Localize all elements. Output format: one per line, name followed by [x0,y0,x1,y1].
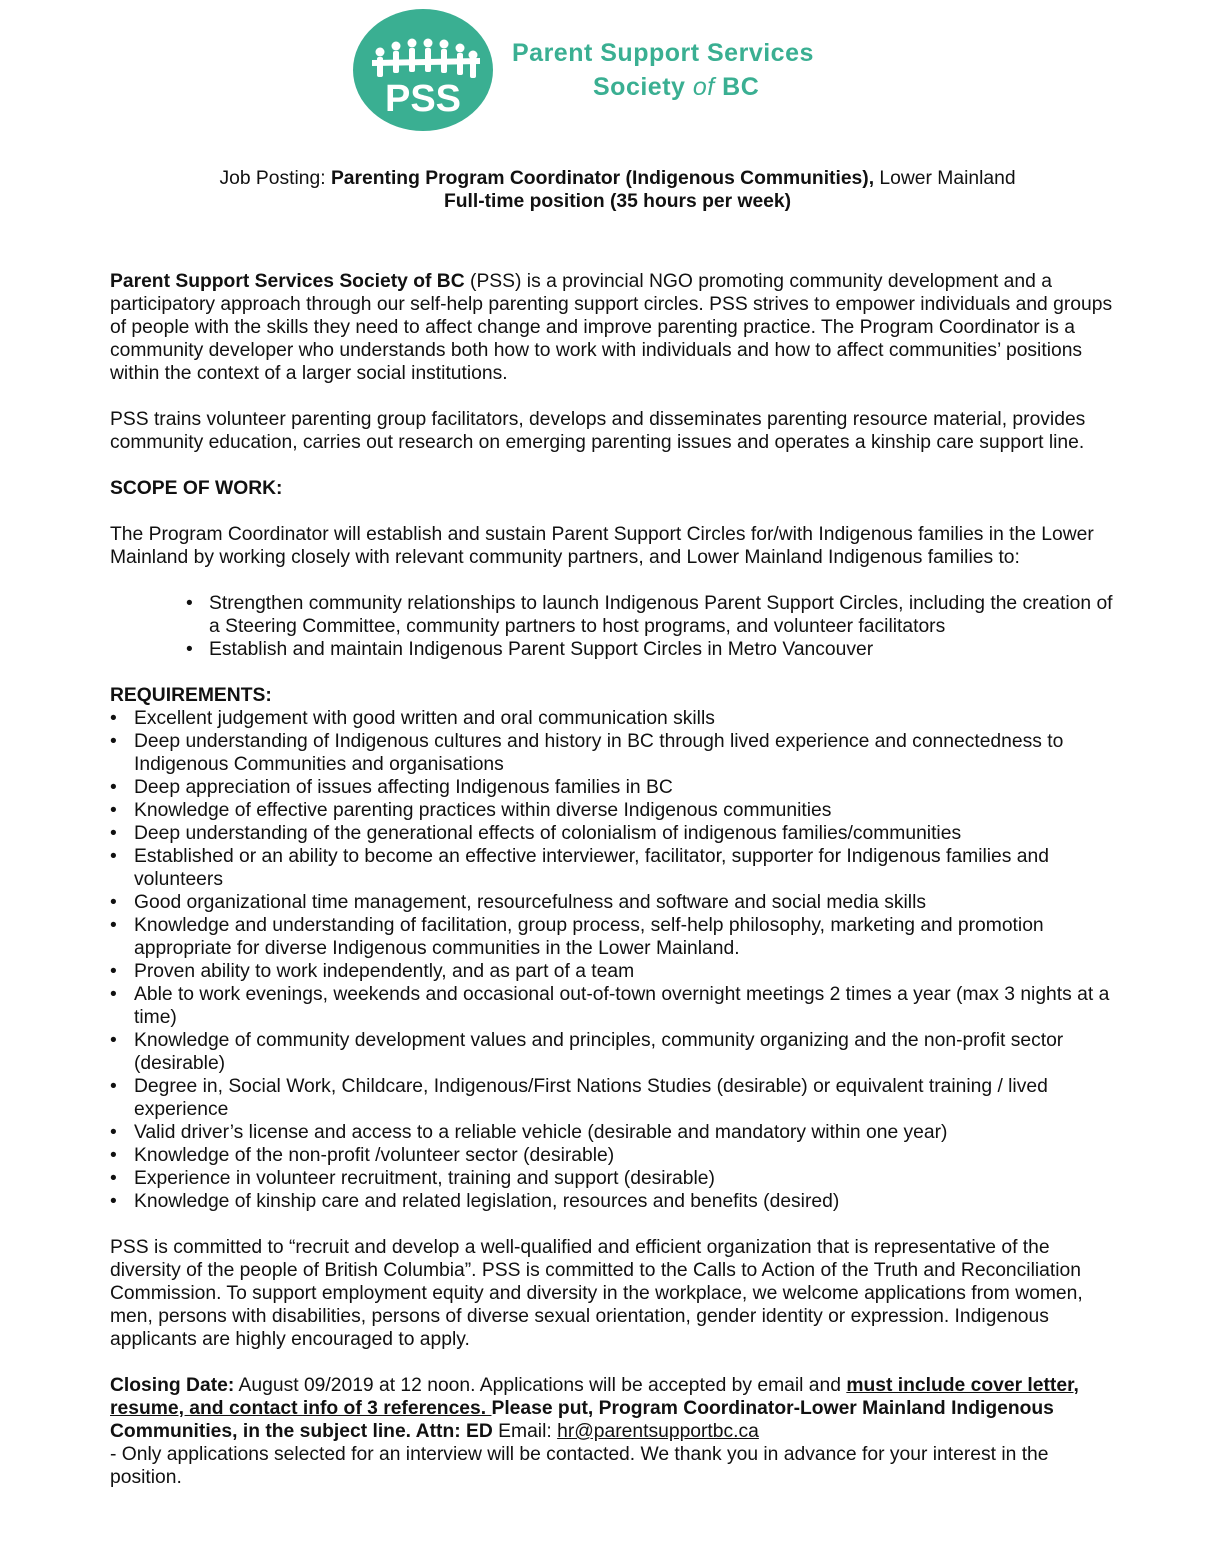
list-item: • Knowledge and understanding of facilitation, group process, self-help philosophy, marketing and promotion appropriate for diverse Indigenous communities in the Lower Mainland. [110,914,1125,960]
logo-of-text: of [692,73,715,101]
scope-heading [110,477,1125,500]
closing-paragraph [110,1374,1125,1443]
requirements-list [110,707,1125,1213]
list-item: • Knowledge of community development values and principles, community organizing and the non-profit sector (desirable) [110,1029,1125,1075]
list-item: • Able to work evenings, weekends and occasional out-of-town overnight meetings 2 times a year (max 3 nights at a time) [110,983,1125,1029]
logo-name-line1: Parent Support Services [512,39,814,67]
scope-paragraph: The Program Coordinator will establish and sustain Parent Support Circles for/with Indigenous families in the Lower Mainland by working closely with relevant community partners, and Lower Mainland Indigenous families to: [110,524,1094,568]
list-item: • Good organizational time management, resourcefulness and software and social media skills [110,891,1125,914]
list-item: • Valid driver’s license and access to a reliable vehicle (desirable and mandatory within one year) [110,1121,1125,1144]
scope-list [110,592,1125,661]
subject-line-instruction: Please put, Program Coordinator-Lower Mainland Indigenous Communities, in the subject line. Attn: ED [110,1398,1054,1442]
email-label: Email: [492,1421,558,1442]
logo-bc-text: BC [714,73,760,101]
logo-initials: PSS [384,78,462,120]
requirements-heading-text: REQUIREMENTS: [110,685,272,706]
closing-date-label: Closing Date: [110,1375,235,1396]
about-paragraph: PSS trains volunteer parenting group facilitators, develops and disseminates parenting resource material, provides community education, carries out research on emerging parenting issues and operates a kinship care support line. [110,409,1086,453]
list-item: • Knowledge of effective parenting practices within diverse Indigenous communities [110,799,1125,822]
logo-society-text: Society [593,73,693,101]
intro-paragraph [110,270,1125,385]
job-posting-prefix: Job Posting: [219,168,331,189]
logo-circle [352,8,494,132]
job-title: Parenting Program Coordinator (Indigenous Communities), [330,168,875,189]
list-item: • Deep understanding of Indigenous cultures and history in BC through lived experience and connectedness to Indigenous Communities and organisations [110,730,1125,776]
list-item: • Knowledge of kinship care and related legislation, resources and benefits (desired) [110,1190,1125,1213]
email-link[interactable]: hr@parentsupportbc.ca [557,1421,759,1442]
application-requirements: must include cover letter, resume, and contact info of 3 references. [110,1375,1079,1419]
list-item: • Deep understanding of the generational effects of colonialism of indigenous families/communities [110,822,1125,845]
job-title-line [110,167,1125,190]
job-hours: Full-time position (35 hours per week) [443,191,792,212]
requirements-heading [110,684,1125,707]
list-item: • Establish and maintain Indigenous Parent Support Circles in Metro Vancouver [110,638,1125,661]
logo-wordmark [512,36,814,104]
closing-date-text: August 09/2019 at 12 noon. Applications will be accepted by email and [234,1375,847,1396]
job-location: Lower Mainland [874,168,1016,189]
posting-content [110,167,1125,1489]
list-item: • Knowledge of the non-profit /volunteer sector (desirable) [110,1144,1125,1167]
list-item: • Deep appreciation of issues affecting Indigenous families in BC [110,776,1125,799]
list-item: • Established or an ability to become an effective interviewer, facilitator, supporter for Indigenous families and volunteers [110,845,1125,891]
list-item: • Strengthen community relationships to launch Indigenous Parent Support Circles, including the creation of a Steering Committee, community partners to host programs, and volunteer facilitators [110,592,1125,638]
list-item: • Degree in, Social Work, Childcare, Indigenous/First Nations Studies (desirable) or equivalent training / lived experience [110,1075,1125,1121]
equity-paragraph: PSS is committed to “recruit and develop a well-qualified and efficient organization that is representative of the diversity of the people of British Columbia”. PSS is committed to the Calls to Action of the Truth and Reconciliation Commission. To support employment equity and diversity in the workplace, we welcome applications from women, men, persons with disabilities, persons of diverse sexual orientation, gender identity or expression. Indigenous applicants are highly encouraged to apply. [110,1237,1083,1350]
closing-note: - Only applications selected for an interview will be contacted. We thank you in advance for your interest in the position. [110,1444,1049,1488]
org-name: Parent Support Services Society of BC [110,271,465,292]
list-item: • Excellent judgement with good written and oral communication skills [110,707,1125,730]
list-item: • Experience in volunteer recruitment, training and support (desirable) [110,1167,1125,1190]
pss-logo [352,8,872,132]
logo-name-line2 [512,70,814,104]
job-subtitle [110,190,1125,213]
intro-text: (PSS) is a provincial NGO promoting community development and a participatory approach through our self-help parenting support circles. PSS strives to empower individuals and groups of people with the skills they need to affect change and improve parenting practice. The Program Coordinator is a community developer who understands both how to work with individuals and how to affect communities’ positions within the context of a larger social institutions. [110,271,1113,384]
list-item: • Proven ability to work independently, and as part of a team [110,960,1125,983]
scope-heading-text: SCOPE OF WORK: [110,478,283,499]
